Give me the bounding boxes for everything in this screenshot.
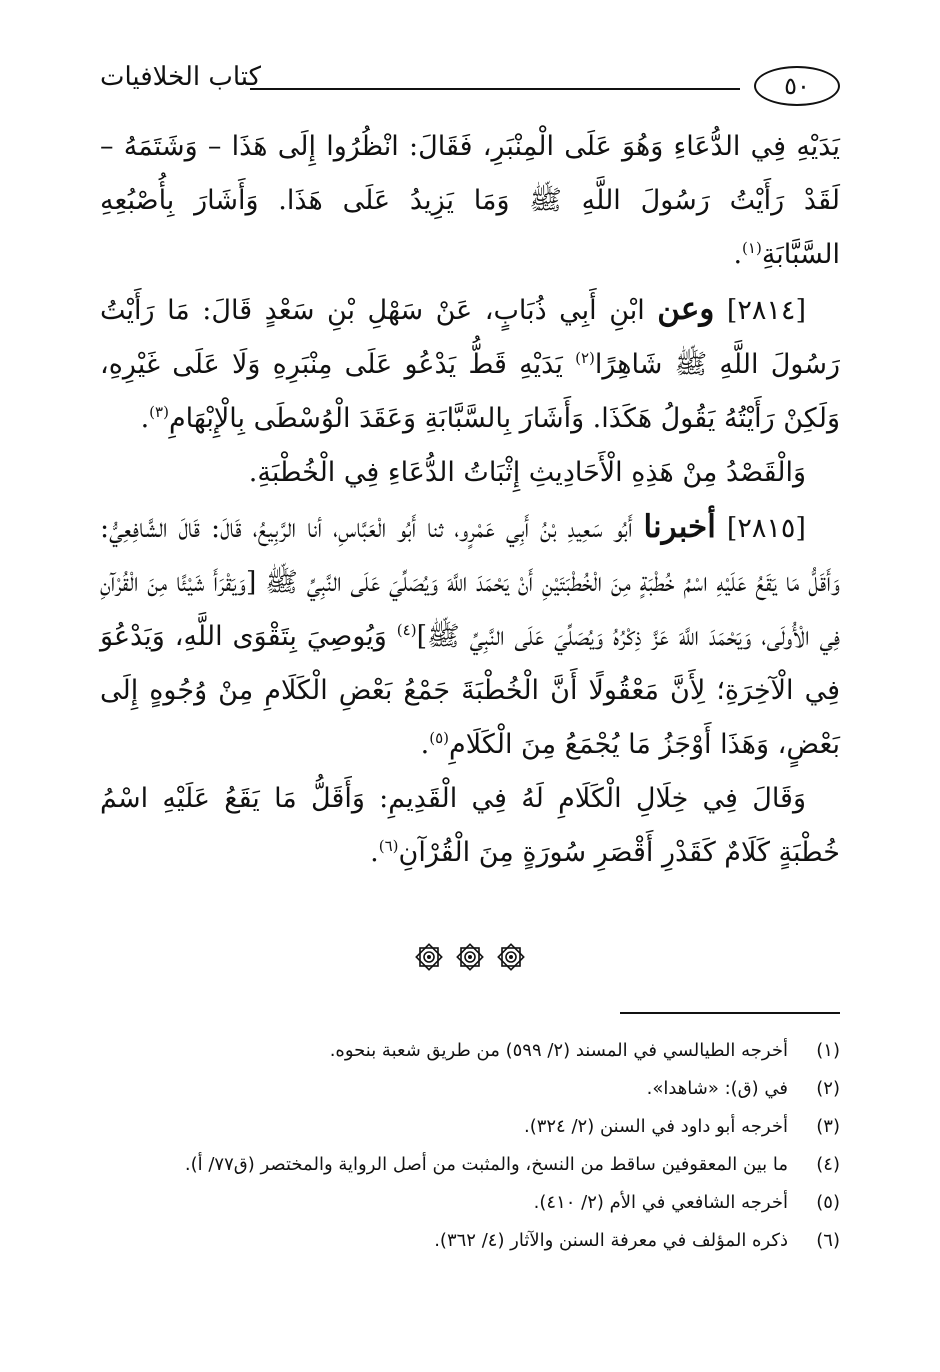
footnote-number: (٢) [816,1078,840,1099]
page-number: ٥٠ [784,72,810,100]
hadith-lead-word: وعن [657,291,715,327]
page-number-badge [754,66,840,106]
footnote-2 [100,1070,840,1108]
footnote-1 [100,1032,840,1070]
footnote-number: (٤) [816,1154,840,1175]
hadith-2815: [٢٨١٥] أخبرنا أَبُو سَعِيدِ بْنُ أَبِي عَمْرٍو، ثنا أَبُو الْعَبَّاسِ، أنا الرَّبِيعُ، قَالَ: قَالَ الشَّافِعِيُّ: وَأَقَلُّ مَا يَقَعُ عَلَيْهِ اسْمُ خُطْبَةٍ مِنَ الْخُطْبَتَيْنِ أَنْ يَحْمَدَ اللَّهَ وَيُصَلِّيَ عَلَى النَّبِيِّ ﷺ [وَيَقْرَأَ شَيْئًا مِنَ الْقُرْآنِ فِي الْأُولَى، وَيَحْمَدَ اللَّهَ عَزَّ ذِكْرُهُ وَيُصَلِّيَ عَلَى النَّبِيِّ ﷺ]$^{(٤)}$ وَيُوصِيَ بِتَقْوَى اللَّهِ، وَيَدْعُوَ فِي الْآخِرَةِ؛ لِأَنَّ مَعْقُولًا أَنَّ الْخُطْبَةَ جَمْعُ بَعْضِ الْكَلَامِ مِنْ وُجُوهٍ إِلَى بَعْضٍ، وَهَذَا أَوْجَزُ مَا يُجْمَعُ مِنَ الْكَلَامِ$^{(٥)}$. [100,509,840,760]
footnotes [100,1032,840,1260]
paragraph-purpose: وَالْقَصْدُ مِنْ هَذِهِ الْأَحَادِيثِ إِثْبَاتُ الدُّعَاءِ فِي الْخُطْبَةِ. [248,457,806,488]
section-end-ornaments [0,942,940,972]
footnote-ref: (٣) [149,403,169,421]
hadith-number: [٢٨١٥] [726,513,806,544]
footnote-number: (٣) [816,1116,840,1137]
footnote-5 [100,1184,840,1222]
footnote-ref: (٥) [429,729,449,747]
footnote-ref: (٦) [378,837,399,855]
footnote-ref: (١) [742,239,762,257]
paragraph-qadim: وَقَالَ فِي خِلَالِ الْكَلَامِ لَهُ فِي الْقَدِيمِ: وَأَقَلُّ مَا يَقَعُ عَلَيْهِ اسْمُ خُطْبَةٍ كَلَامٌ كَقَدْرِ أَقْصَرِ سُورَةٍ مِنَ الْقُرْآنِ$^{(٦)}$. [100,783,840,868]
footnote-text: ما بين المعقوفين ساقط من النسخ، والمثبت من أصل الرواية والمختصر (ق٧٧/ أ). [184,1154,788,1175]
octagram-rosette-icon [414,942,444,972]
footnote-separator [620,1012,840,1014]
page-header [100,62,840,114]
hadith-lead-word: أخبرنا [643,509,716,545]
footnote-text: أخرجه أبو داود في السنن (٢/ ٣٢٤). [523,1116,788,1137]
footnote-text: ذكره المؤلف في معرفة السنن والآثار (٤/ ٣٦٢). [434,1230,788,1251]
footnote-text: أخرجه الشافعي في الأم (٢/ ٤١٠). [533,1192,788,1213]
footnote-number: (٥) [816,1192,840,1213]
main-text [100,120,840,880]
footnote-3 [100,1108,840,1146]
paragraph-continuation: يَدَيْهِ فِي الدُّعَاءِ وَهُوَ عَلَى الْمِنْبَرِ، فَقَالَ: انْظُرُوا إِلَى هَذَا – وَشَتَمَهُ – لَقَدْ رَأَيْتُ رَسُولَ اللَّهِ ﷺ وَمَا يَزِيدُ عَلَى هَذَا. وَأَشَارَ بِأُصْبُعِهِ السَّبَّابَةِ$^{(١)}$. [100,131,840,270]
header-rule [250,88,740,90]
footnote-number: (١) [816,1040,840,1061]
footnote-ref: (٢) [575,349,595,367]
footnote-4 [100,1146,840,1184]
book-title: كتاب الخلافيات [100,62,262,92]
footnote-text: في (ق): «شاهدا». [646,1078,788,1099]
hadith-2814: [٢٨١٤] وعن ابْنِ أَبِي ذُبَابٍ، عَنْ سَهْلِ بْنِ سَعْدٍ قَالَ: مَا رَأَيْتُ رَسُولَ اللَّهِ ﷺ شَاهِرًا$^{(٢)}$ يَدَيْهِ قَطُّ يَدْعُو عَلَى مِنْبَرِهِ وَلَا عَلَى غَيْرِهِ، وَلَكِنْ رَأَيْتُهُ يَقُولُ هَكَذَا. وَأَشَارَ بِالسَّبَّابَةِ وَعَقَدَ الْوُسْطَى بِالْإِبْهَامِ$^{(٣)}$. [100,291,840,434]
footnote-text: أخرجه الطيالسي في المسند (٢/ ٥٩٩) من طريق شعبة بنحوه. [329,1040,788,1061]
footnote-ref: (٤) [396,621,417,639]
footnote-number: (٦) [816,1230,840,1251]
hadith-number: [٢٨١٤] [726,295,806,326]
octagram-rosette-icon [455,942,485,972]
footnote-6 [100,1222,840,1260]
octagram-rosette-icon [496,942,526,972]
